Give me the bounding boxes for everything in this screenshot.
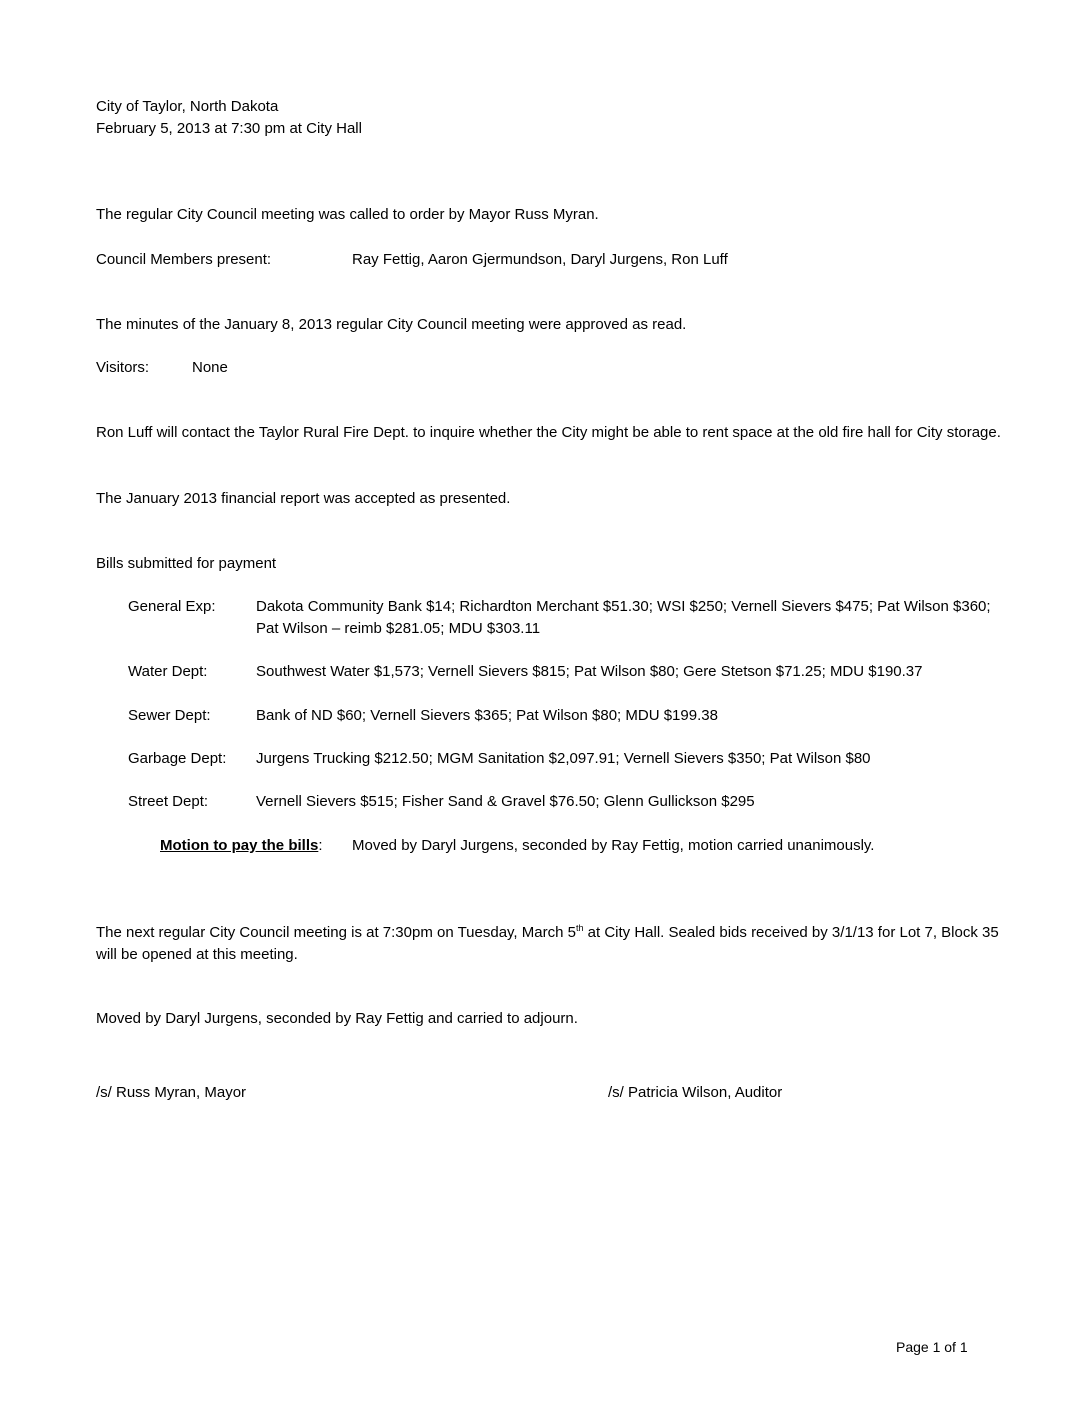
bill-label-water: Water Dept: [128, 663, 208, 680]
page-number: Page 1 of 1 [896, 1339, 968, 1355]
adjourn-motion: Moved by Daryl Jurgens, seconded by Ray Fettig and carried to adjourn. [96, 1010, 578, 1027]
council-present-label: Council Members present: [96, 251, 272, 268]
bill-label-street: Street Dept: [128, 793, 209, 810]
visitors-label: Visitors: [96, 359, 150, 376]
visitors-value: None [192, 359, 228, 376]
next-meeting [96, 922, 1016, 966]
bills-heading: Bills submitted for payment [96, 555, 277, 572]
financial-report: The January 2013 financial report was accepted as presented. [96, 490, 511, 507]
motion-text: Moved by Daryl Jurgens, seconded by Ray Fettig, motion carried unanimously. [352, 837, 875, 854]
bill-text-water: Southwest Water $1,573; Vernell Sievers $815; Pat Wilson $80; Gere Stetson $71.25; MDU $190.37 [256, 663, 923, 680]
bill-label-sewer: Sewer Dept: [128, 707, 211, 724]
bill-text-garbage: Jurgens Trucking $212.50; MGM Sanitation $2,097.91; Vernell Sievers $350; Pat Wilson $80 [256, 750, 871, 767]
motion-colon: : [318, 837, 323, 854]
header-city: City of Taylor, North Dakota [96, 98, 279, 115]
next-meeting-superscript: th [575, 923, 584, 933]
bill-label-garbage: Garbage Dept: [128, 750, 227, 767]
signature-mayor: /s/ Russ Myran, Mayor [96, 1084, 247, 1101]
motion-line [160, 835, 323, 857]
fire-hall-note: Ron Luff will contact the Taylor Rural Fire Dept. to inquire whether the City might be able to rent space at the old fire hall for City storage. [96, 424, 1001, 441]
signature-auditor: /s/ Patricia Wilson, Auditor [608, 1084, 783, 1101]
next-meeting-part2: at City Hall. Sealed bids received by 3/1/13 for Lot 7, Block 35 will be opened at this meeting. [96, 924, 999, 963]
bill-text-general: Dakota Community Bank $14; Richardton Merchant $51.30; WSI $250; Vernell Sievers $475; Pat Wilson $360; Pat Wilson – reimb $281.05; MDU $303.11 [256, 598, 991, 637]
bill-text-sewer: Bank of ND $60; Vernell Sievers $365; Pat Wilson $80; MDU $199.38 [256, 707, 718, 724]
header-date: February 5, 2013 at 7:30 pm at City Hall [96, 120, 362, 137]
bill-label-general: General Exp: [128, 598, 216, 615]
next-meeting-part1: The next regular City Council meeting is at 7:30pm on Tuesday, March 5 [96, 924, 576, 941]
council-present-names: Ray Fettig, Aaron Gjermundson, Daryl Jurgens, Ron Luff [352, 251, 728, 268]
minutes-approval: The minutes of the January 8, 2013 regular City Council meeting were approved as read. [96, 316, 687, 333]
motion-label: Motion to pay the bills [160, 837, 319, 854]
call-to-order: The regular City Council meeting was called to order by Mayor Russ Myran. [96, 206, 599, 223]
bill-text-street: Vernell Sievers $515; Fisher Sand & Gravel $76.50; Glenn Gullickson $295 [256, 793, 755, 810]
